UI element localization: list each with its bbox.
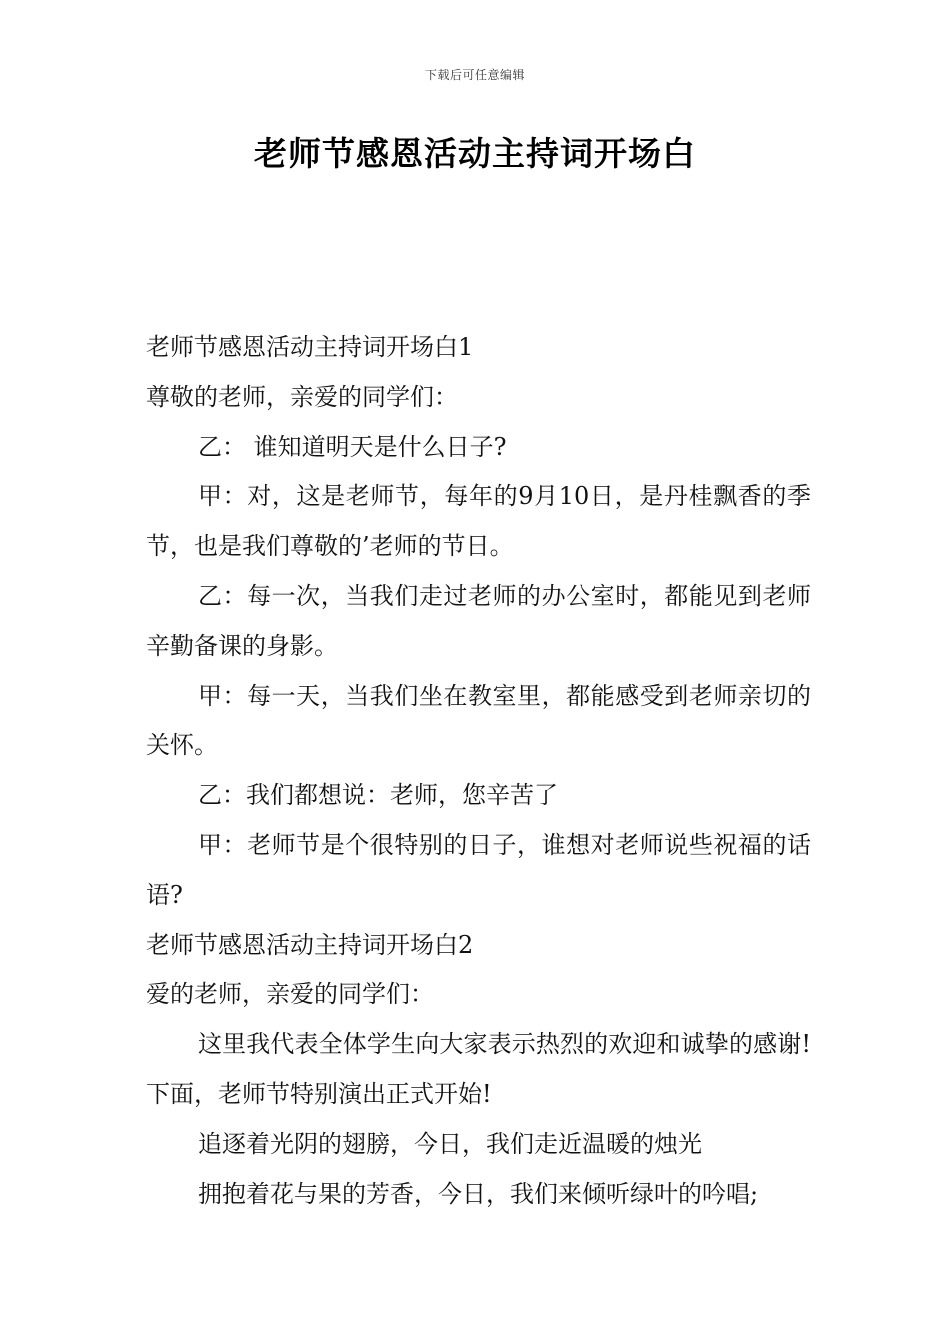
header-note: 下载后可任意编辑 bbox=[424, 68, 525, 82]
paragraph: 乙：我们都想说：老师，您辛苦了 bbox=[198, 781, 558, 810]
paragraph: 爱的老师，亲爱的同学们： bbox=[146, 980, 434, 1009]
document-body bbox=[146, 323, 811, 1219]
paragraph: 这里我代表全体学生向大家表示热烈的欢迎和诚挚的感谢!下面，老师节特别演出正式开始! bbox=[146, 1030, 811, 1108]
paragraph: 甲：老师节是个很特别的日子，谁想对老师说些祝福的话语? bbox=[146, 830, 811, 909]
paragraph: 尊敬的老师，亲爱的同学们： bbox=[146, 382, 458, 411]
paragraph: 甲：每一天，当我们坐在教室里，都能感受到老师亲切的关怀。 bbox=[146, 681, 811, 760]
paragraph: 甲：对，这是老师节，每年的9月10日，是丹桂飘香的季节，也是我们尊敬的’老师的节日。 bbox=[146, 482, 811, 561]
paragraph: 拥抱着花与果的芳香，今日，我们来倾听绿叶的吟唱; bbox=[198, 1179, 759, 1208]
paragraph: 老师节感恩活动主持词开场白2 bbox=[146, 930, 474, 959]
document-title: 老师节感恩活动主持词开场白 bbox=[254, 134, 696, 173]
paragraph: 追逐着光阴的翅膀，今日，我们走近温暖的烛光 bbox=[198, 1129, 702, 1158]
paragraph: 乙：每一次，当我们走过老师的办公室时，都能见到老师辛勤备课的身影。 bbox=[146, 581, 811, 660]
paragraph: 乙： 谁知道明天是什么日子? bbox=[198, 432, 507, 461]
paragraph: 老师节感恩活动主持词开场白1 bbox=[146, 333, 474, 361]
